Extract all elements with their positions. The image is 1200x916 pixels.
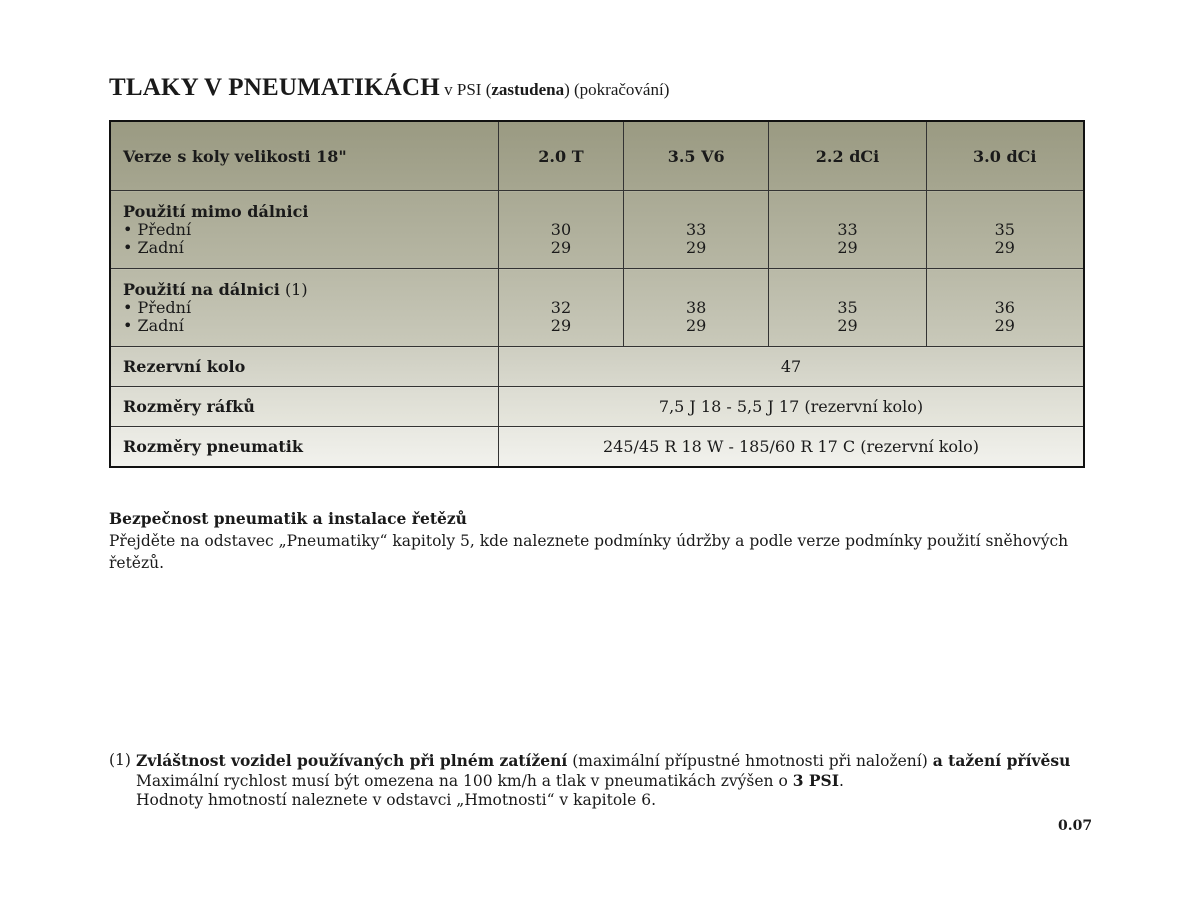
table-row-highway <box>110 269 1084 347</box>
rear-value: 29 <box>550 237 572 257</box>
front-value: 32 <box>550 297 572 317</box>
rims-label: Rozměry ráfků <box>110 387 499 427</box>
safety-heading: Bezpečnost pneumatik a instalace řetězů <box>109 509 467 528</box>
header-label: Verze s koly velikosti 18" <box>110 121 499 191</box>
value-cell <box>499 191 624 269</box>
title-unit-pre: v PSI ( <box>444 80 492 99</box>
value-cell <box>769 269 926 347</box>
tyre-pressure-table <box>109 120 1085 468</box>
front-value: 36 <box>994 297 1015 317</box>
title-cold: zastudena <box>491 80 565 99</box>
table-row-offroad <box>110 191 1084 269</box>
rear-value: 29 <box>550 315 572 335</box>
rear-label: • Zadní <box>123 237 184 257</box>
rear-label: • Zadní <box>123 315 184 335</box>
table-row-rims <box>110 387 1084 427</box>
page-number: 0.07 <box>1058 818 1093 834</box>
title-unit-post: ) (pokračování) <box>564 80 670 99</box>
offroad-label: Použití mimo dálnici <box>123 201 309 221</box>
page-title <box>109 74 669 102</box>
engine-header: 3.0 dCi <box>926 121 1084 191</box>
spare-value: 47 <box>499 347 1085 387</box>
front-value: 35 <box>994 219 1015 239</box>
tyres-value: 245/45 R 18 W - 185/60 R 17 C (rezervní kolo) <box>499 427 1085 468</box>
footnote-bold1: Zvláštnost vozidel používaných při plném zatížení <box>136 751 568 770</box>
footnote-line2-bold: 3 PSI <box>792 771 839 790</box>
engine-header: 2.0 T <box>499 121 624 191</box>
title-main: TLAKY V PNEUMATIKÁCH <box>109 74 440 101</box>
table-row-spare <box>110 347 1084 387</box>
highway-label-cell <box>110 269 499 347</box>
value-cell <box>926 269 1084 347</box>
engine-header: 3.5 V6 <box>623 121 769 191</box>
rear-value: 29 <box>837 237 858 257</box>
engine-header: 2.2 dCi <box>769 121 926 191</box>
footnote-marker: (1) <box>109 751 131 769</box>
safety-text: Přejděte na odstavec „Pneumatiky“ kapitoly 5, kde naleznete podmínky údržby a podle verze podmínky použití sněhových řetězů. <box>109 532 1069 572</box>
tyres-label: Rozměry pneumatik <box>110 427 499 468</box>
rims-value: 7,5 J 18 - 5,5 J 17 (rezervní kolo) <box>499 387 1085 427</box>
highway-label: Použití na dálnici <box>123 279 280 299</box>
rear-value: 29 <box>837 315 858 335</box>
footnote-line2-pre: Maximální rychlost musí být omezena na 100 km/h a tlak v pneumatikách zvýšen o <box>136 772 793 790</box>
front-value: 33 <box>686 219 707 239</box>
value-cell <box>769 191 926 269</box>
rear-value: 29 <box>686 315 707 335</box>
value-cell <box>623 191 769 269</box>
footnote-line2-post: . <box>839 772 844 790</box>
offroad-label-cell <box>110 191 499 269</box>
table-row-tyres <box>110 427 1084 468</box>
footnote <box>109 751 1099 810</box>
safety-section <box>109 508 1099 574</box>
front-label: • Přední <box>123 219 192 239</box>
rear-value: 29 <box>994 237 1015 257</box>
value-cell <box>926 191 1084 269</box>
rear-value: 29 <box>994 315 1015 335</box>
table-header-row <box>110 121 1084 191</box>
front-value: 30 <box>550 219 572 239</box>
footnote-line3: Hodnoty hmotností naleznete v odstavci „Hmotnosti“ v kapitole 6. <box>136 791 657 809</box>
rear-value: 29 <box>686 237 707 257</box>
front-label: • Přední <box>123 297 192 317</box>
front-value: 33 <box>837 219 858 239</box>
front-value: 38 <box>686 297 707 317</box>
value-cell <box>623 269 769 347</box>
spare-label: Rezervní kolo <box>110 347 499 387</box>
front-value: 35 <box>837 297 858 317</box>
footnote-normal1: (maximální přípustné hmotnosti při naložení) <box>567 752 933 770</box>
footnote-ref: (1) <box>284 279 308 299</box>
footnote-bold2: a tažení přívěsu <box>932 751 1071 770</box>
value-cell <box>499 269 624 347</box>
